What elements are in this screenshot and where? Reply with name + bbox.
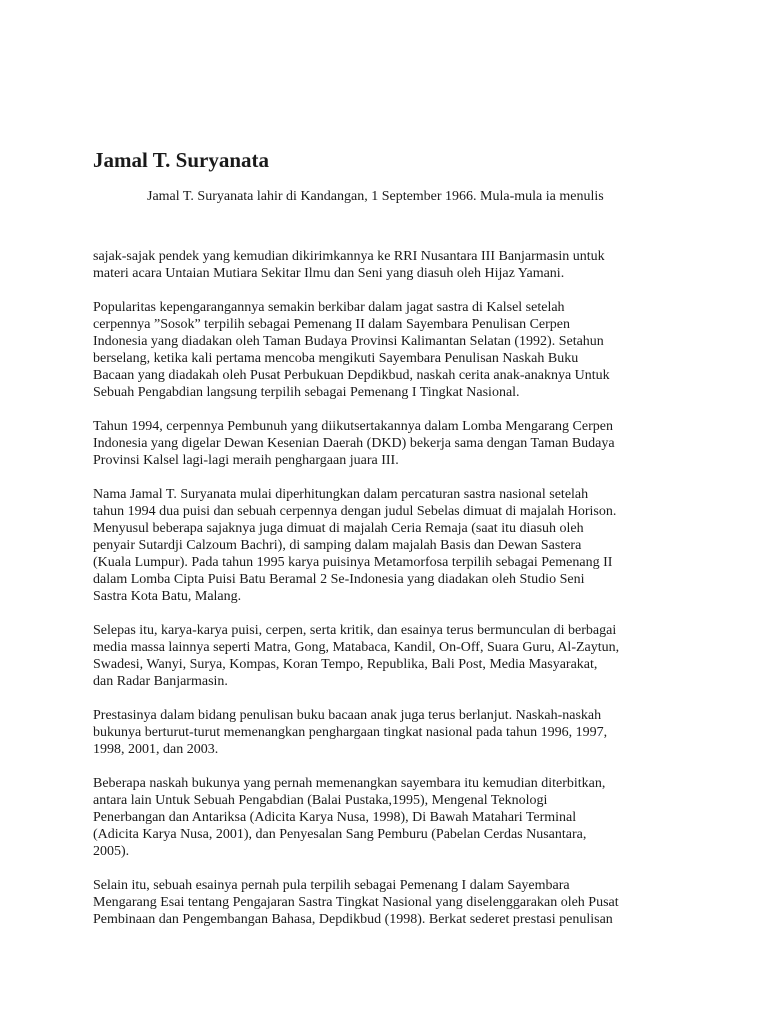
paragraph-line: Nama Jamal T. Suryanata mulai diperhitungkan dalam percaturan sastra nasional setelah <box>93 487 589 502</box>
paragraph-line: bukunya berturut-turut memenangkan penghargaan tingkat nasional pada tahun 1996, 1997, <box>93 725 608 740</box>
document-body <box>93 248 683 945</box>
paragraph-line: 2005). <box>93 844 130 859</box>
paragraph <box>93 299 683 401</box>
paragraph-line: Selepas itu, karya-karya puisi, cerpen, serta kritik, dan esainya terus bermunculan di berbagai <box>93 623 617 638</box>
paragraph <box>93 622 683 690</box>
paragraph-line: tahun 1994 dua puisi dan sebuah cerpennya dengan judul Sebelas dimuat di majalah Horison. <box>93 504 617 519</box>
paragraph-line: Bacaan yang diadakah oleh Pusat Perbukuan Depdikbud, naskah cerita anak-anaknya Untuk <box>93 368 610 383</box>
paragraph-line: berselang, ketika kali pertama mencoba mengikuti Sayembara Penulisan Naskah Buku <box>93 351 579 366</box>
paragraph-line: Mengarang Esai tentang Pengajaran Sastra Tingkat Nasional yang diselenggarakan oleh Pusat <box>93 895 619 910</box>
paragraph <box>93 877 683 928</box>
paragraph-line: media massa lainnya seperti Matra, Gong, Matabaca, Kandil, On-Off, Suara Guru, Al-Zaytun, <box>93 640 620 655</box>
paragraph <box>93 418 683 469</box>
paragraph-line: Beberapa naskah bukunya yang pernah memenangkan sayembara itu kemudian diterbitkan, <box>93 776 606 791</box>
paragraph-line: Popularitas kepengarangannya semakin berkibar dalam jagat sastra di Kalsel setelah <box>93 300 565 315</box>
paragraph <box>93 248 683 282</box>
paragraph-line: Prestasinya dalam bidang penulisan buku bacaan anak juga terus berlanjut. Naskah-naskah <box>93 708 602 723</box>
paragraph-line: Tahun 1994, cerpennya Pembunuh yang diikutsertakannya dalam Lomba Mengarang Cerpen <box>93 419 613 434</box>
paragraph-line: cerpennya ”Sosok” terpilih sebagai Pemenang II dalam Sayembara Penulisan Cerpen <box>93 317 571 332</box>
paragraph-line: (Adicita Karya Nusa, 2001), dan Penyesalan Sang Pemburu (Pabelan Cerdas Nusantara, <box>93 827 587 842</box>
intro-line: Jamal T. Suryanata lahir di Kandangan, 1 September 1966. Mula-mula ia menulis <box>147 189 604 204</box>
paragraph-line: penyair Sutardji Calzoum Bachri), di samping dalam majalah Basis dan Dewan Sastera <box>93 538 582 553</box>
paragraph <box>93 707 683 758</box>
paragraph-line: Indonesia yang digelar Dewan Kesenian Daerah (DKD) bekerja sama dengan Taman Budaya <box>93 436 615 451</box>
paragraph-line: materi acara Untaian Mutiara Sekitar Ilmu dan Seni yang diasuh oleh Hijaz Yamani. <box>93 266 565 281</box>
paragraph-line: 1998, 2001, dan 2003. <box>93 742 219 757</box>
paragraph <box>93 486 683 605</box>
paragraph-line: sajak-sajak pendek yang kemudian dikirimkannya ke RRI Nusantara III Banjarmasin untuk <box>93 249 605 264</box>
paragraph-line: Provinsi Kalsel lagi-lagi meraih penghargaan juara III. <box>93 453 399 468</box>
paragraph-line: (Kuala Lumpur). Pada tahun 1995 karya puisinya Metamorfosa terpilih sebagai Pemenang II <box>93 555 613 570</box>
paragraph-line: antara lain Untuk Sebuah Pengabdian (Balai Pustaka,1995), Mengenal Teknologi <box>93 793 548 808</box>
paragraph <box>93 775 683 860</box>
paragraph-line: Sebuah Pengabdian langsung terpilih sebagai Pemenang I Tingkat Nasional. <box>93 385 520 400</box>
paragraph-line: Indonesia yang diadakan oleh Taman Budaya Provinsi Kalimantan Selatan (1992). Setahun <box>93 334 604 349</box>
paragraph-line: Menyusul beberapa sajaknya juga dimuat di majalah Ceria Remaja (saat itu diasuh oleh <box>93 521 584 536</box>
paragraph-line: Penerbangan dan Antariksa (Adicita Karya Nusa, 1998), Di Bawah Matahari Terminal <box>93 810 577 825</box>
paragraph-line: dalam Lomba Cipta Puisi Batu Beramal 2 Se-Indonesia yang diadakan oleh Studio Seni <box>93 572 585 587</box>
paragraph-line: Sastra Kota Batu, Malang. <box>93 589 242 604</box>
paragraph-line: Selain itu, sebuah esainya pernah pula terpilih sebagai Pemenang I dalam Sayembara <box>93 878 570 893</box>
document-title: Jamal T. Suryanata <box>93 148 269 172</box>
paragraph-line: Pembinaan dan Pengembangan Bahasa, Depdikbud (1998). Berkat sederet prestasi penulisan <box>93 912 613 927</box>
paragraph-line: dan Radar Banjarmasin. <box>93 674 228 689</box>
paragraph-line: Swadesi, Wanyi, Surya, Kompas, Koran Tempo, Republika, Bali Post, Media Masyarakat, <box>93 657 598 672</box>
